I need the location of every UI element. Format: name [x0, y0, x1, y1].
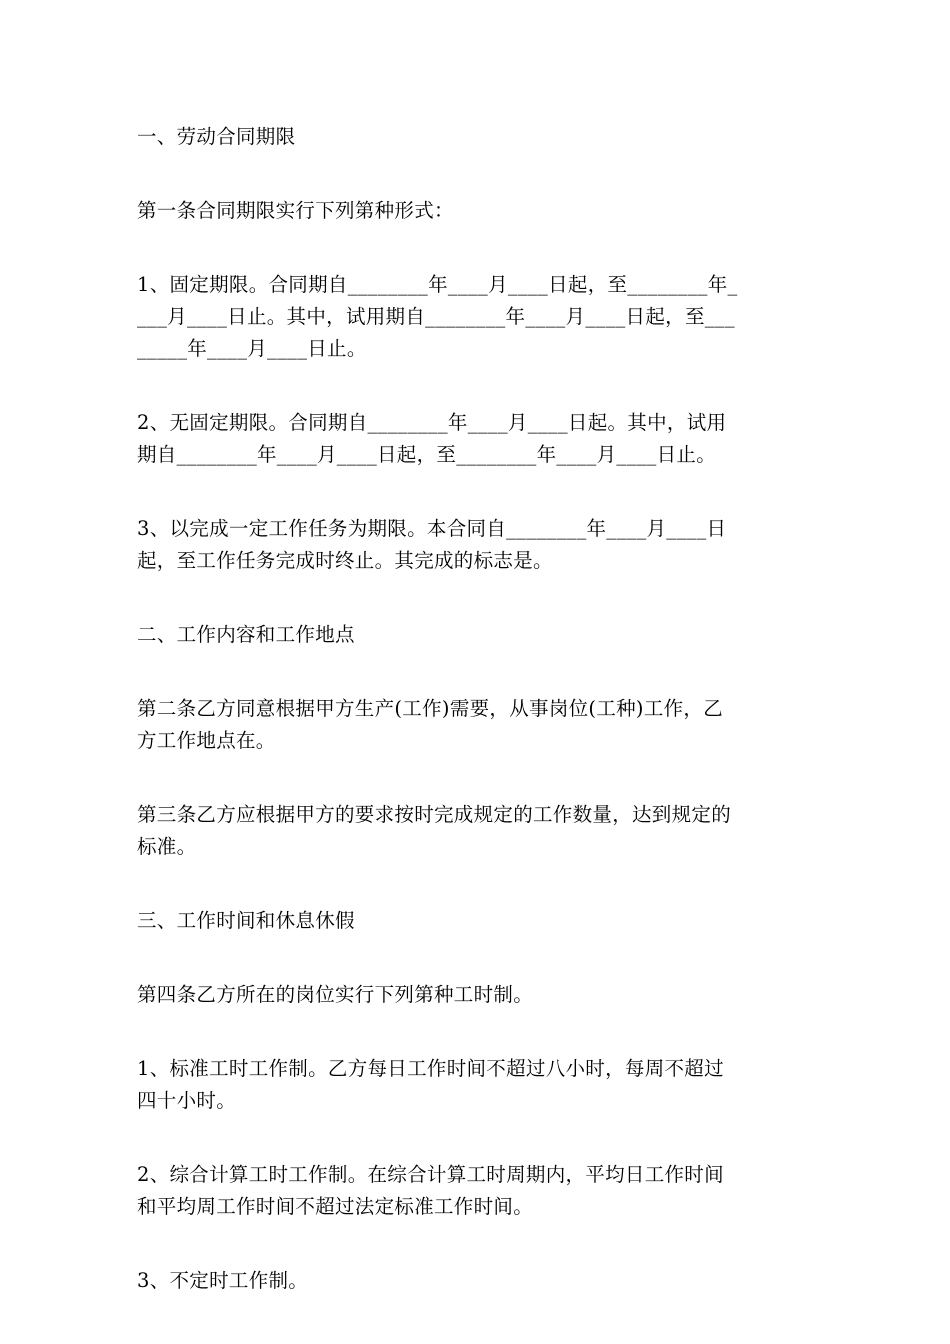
- section-heading-work-content: 二、工作内容和工作地点: [137, 623, 355, 646]
- section-heading-work-hours: 三、工作时间和休息休假: [137, 909, 355, 932]
- document-page: [137, 121, 817, 1297]
- section-heading-contract-term: 一、劳动合同期限: [137, 125, 296, 148]
- article-1: 第一条合同期限实行下列第种形式：: [137, 199, 454, 222]
- article-1-item-1-fixed-term: 1、固定期限。合同期自________年____月____日起，至________年_ ___月____日止。其中，试用期自________年____月____日起，至___ _____年____月____日止。: [137, 273, 738, 360]
- article-4: 第四条乙方所在的岗位实行下列第种工时制。: [137, 983, 534, 1006]
- article-4-item-2-comprehensive-hours: 2、综合计算工时工作制。在综合计算工时周期内，平均日工作时间 和平均周工作时间不超过法定标准工作时间。: [137, 1163, 724, 1218]
- article-1-item-2-open-term: 2、无固定期限。合同期自________年____月____日起。其中，试用 期自________年____月____日起，至________年____月____日止。: [137, 411, 727, 466]
- article-4-item-3-flexible-hours: 3、不定时工作制。: [137, 1269, 309, 1292]
- article-1-item-3-task-term: 3、以完成一定工作任务为期限。本合同自________年____月____日 起，至工作任务完成时终止。其完成的标志是。: [137, 517, 727, 572]
- article-2: 第二条乙方同意根据甲方生产(工作)需要，从事岗位(工种)工作，乙 方工作地点在。: [137, 697, 724, 752]
- article-4-item-1-standard-hours: 1、标准工时工作制。乙方每日工作时间不超过八小时，每周不超过 四十小时。: [137, 1057, 724, 1112]
- article-3: 第三条乙方应根据甲方的要求按时完成规定的工作数量，达到规定的 标准。: [137, 803, 732, 858]
